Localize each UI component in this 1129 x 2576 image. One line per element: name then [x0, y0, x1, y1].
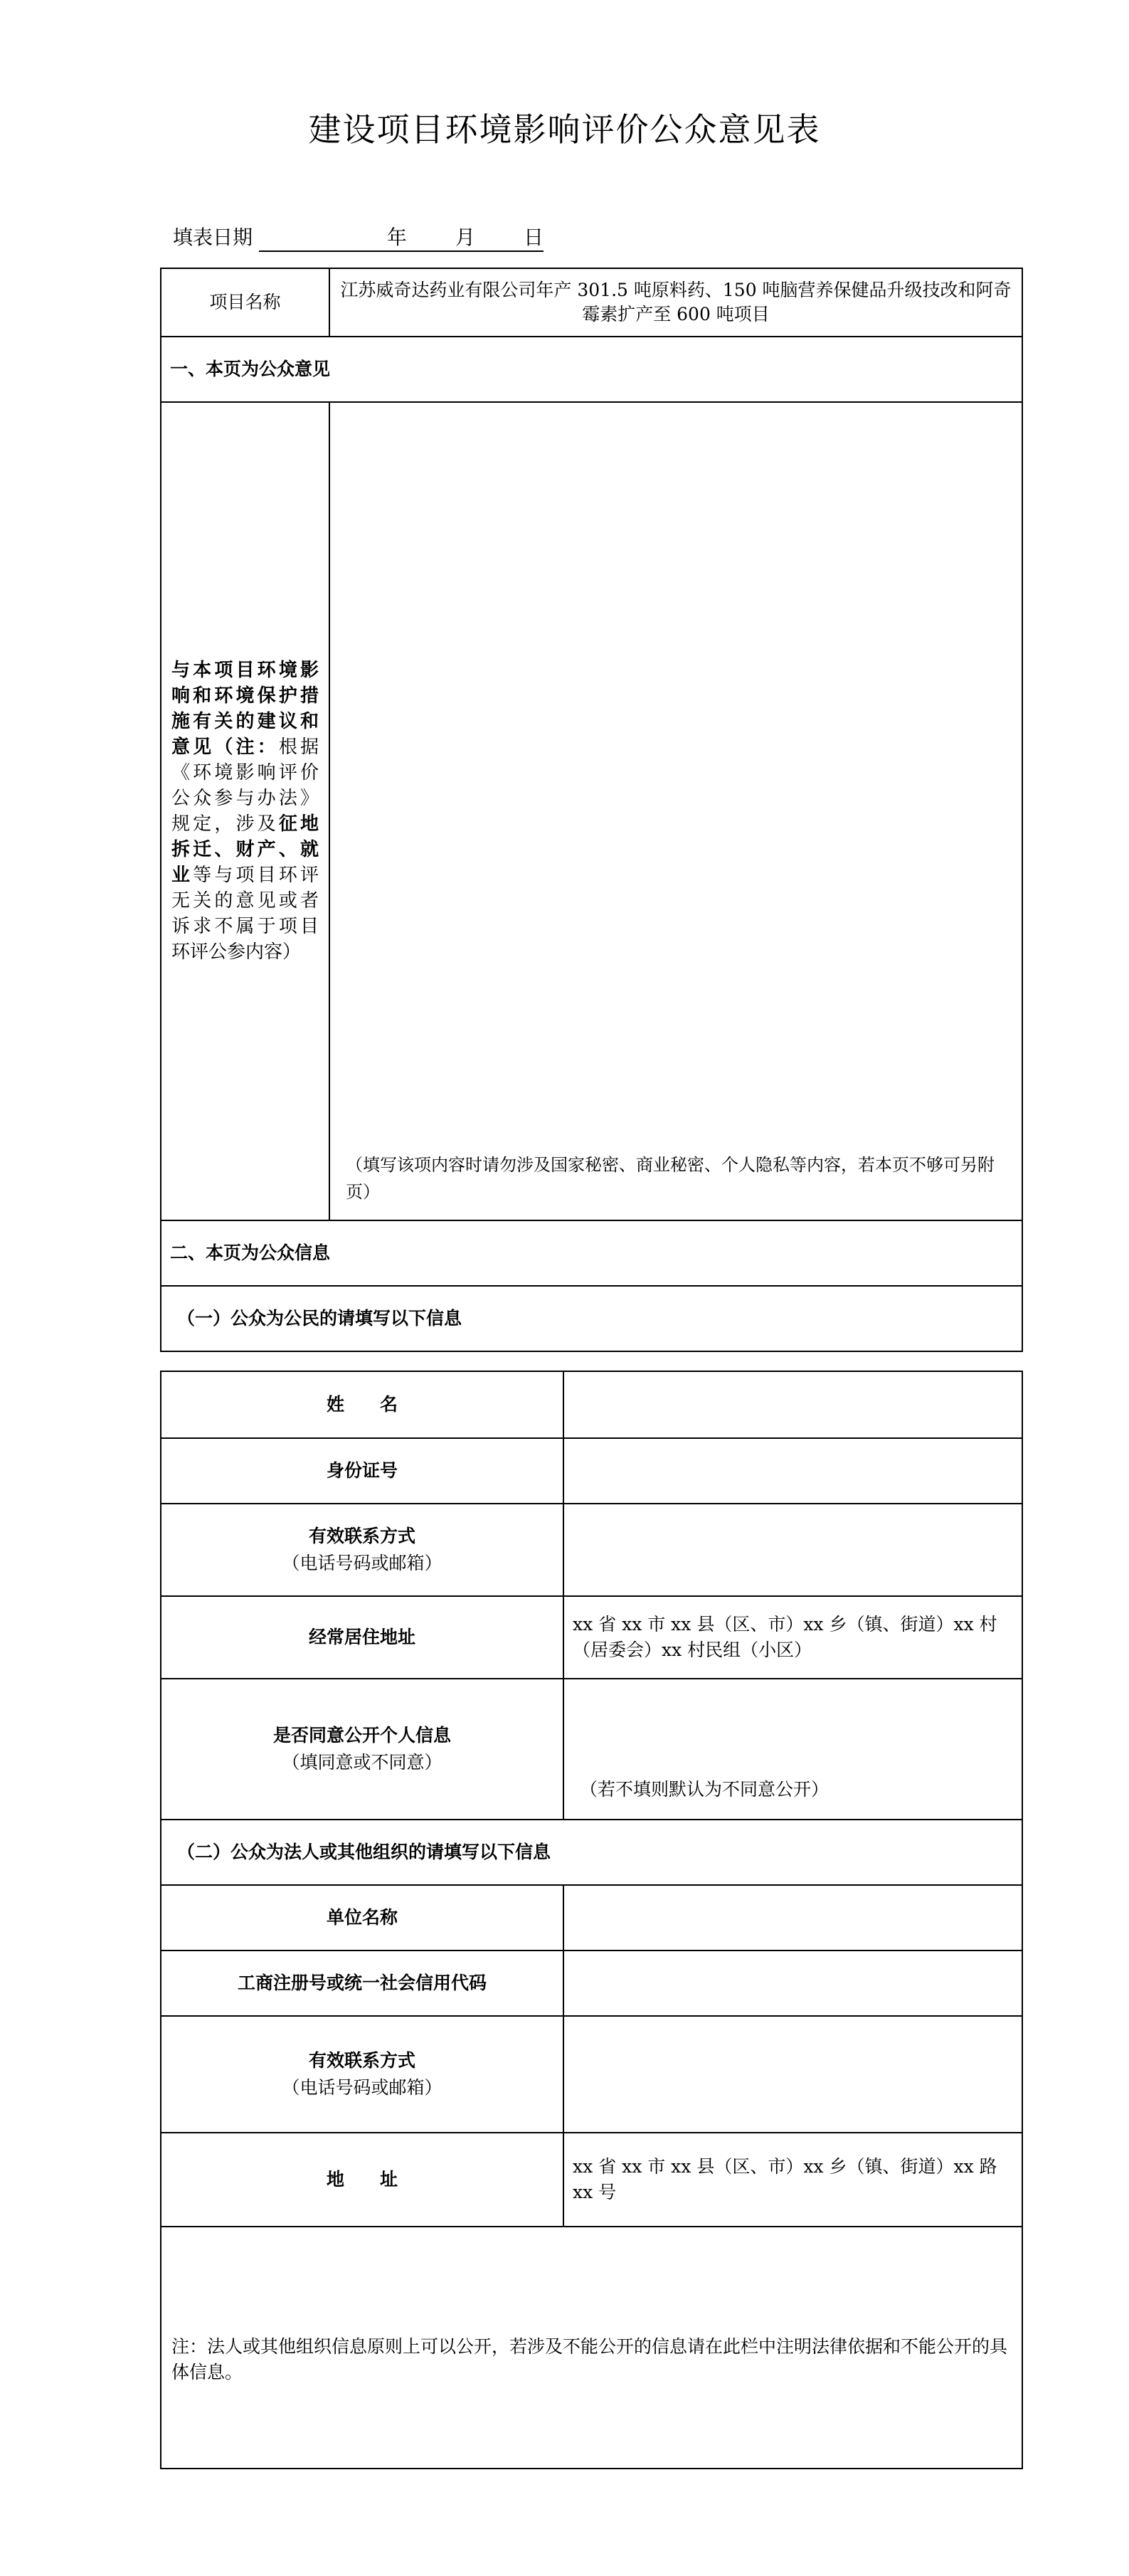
- org-heading: （二）公众为法人或其他组织的请填写以下信息: [161, 1820, 1022, 1885]
- org-address-label: 地 址: [161, 2133, 563, 2227]
- citizen-heading: （一）公众为公民的请填写以下信息: [161, 1286, 1022, 1351]
- fill-date-month[interactable]: [427, 222, 495, 252]
- project-name-label: 项目名称: [161, 268, 329, 337]
- citizen-row: [161, 1679, 1022, 1820]
- org-row: [161, 2016, 1022, 2133]
- project-row: [161, 268, 1022, 337]
- citizen-consent-sub: （填同意或不同意）: [282, 1752, 442, 1773]
- org-contact-title: 有效联系方式: [308, 2050, 415, 2071]
- citizen-id-input[interactable]: [563, 1438, 1022, 1504]
- fill-date-day[interactable]: [495, 222, 544, 252]
- citizen-consent-label: [161, 1679, 563, 1820]
- org-row: [161, 1951, 1022, 2016]
- public-info-table: [160, 1371, 1023, 2469]
- opinion-input-area[interactable]: [329, 402, 1022, 1220]
- citizen-contact-sub: （电话号码或邮箱）: [282, 1553, 442, 1573]
- citizen-address-label: 经常居住地址: [161, 1596, 563, 1679]
- org-contact-sub: （电话号码或邮箱）: [282, 2077, 442, 2098]
- citizen-consent-input[interactable]: [563, 1679, 1022, 1820]
- org-code-input[interactable]: [563, 1951, 1022, 2016]
- opinion-side-text1: 根据《环境影响评价公众参与办法》规定，涉及: [171, 737, 319, 835]
- citizen-row: [161, 1438, 1022, 1504]
- opinion-side-bold2: 征地拆迁、财产、就业: [171, 813, 319, 886]
- org-name-label: 单位名称: [161, 1885, 563, 1951]
- month-label: 月: [455, 226, 475, 249]
- org-code-label: 工商注册号或统一社会信用代码: [161, 1951, 563, 2016]
- citizen-contact-title: 有效联系方式: [308, 1526, 415, 1546]
- section1-heading: 一、本页为公众意见: [161, 337, 1022, 402]
- citizen-address-input[interactable]: xx 省 xx 市 xx 县（区、市）xx 乡（镇、街道）xx 村（居委会）xx 村民组（小区）: [563, 1596, 1022, 1679]
- org-contact-label: [161, 2016, 563, 2133]
- org-note: 注：法人或其他组织信息原则上可以公开，若涉及不能公开的信息请在此栏中注明法律依据和不能公开的具体信息。: [171, 2336, 1008, 2382]
- fill-date-line: [173, 222, 544, 252]
- org-note-cell[interactable]: [161, 2227, 1022, 2469]
- project-name-value: 江苏威奇达药业有限公司年产 301.5 吨原料药、150 吨脑营养保健品升级技改和阿奇霉素扩产至 600 吨项目: [329, 268, 1022, 337]
- opinion-table: [160, 268, 1023, 1352]
- org-address-input[interactable]: xx 省 xx 市 xx 县（区、市）xx 乡（镇、街道）xx 路 xx 号: [563, 2133, 1022, 2227]
- citizen-consent-hint: （若不填则默认为不同意公开）: [580, 1779, 829, 1800]
- opinion-side-text2: 等与项目环评无关的意见或者诉求不属于项目环评公参内容）: [171, 865, 319, 963]
- page-title: 建设项目环境影响评价公众意见表: [308, 110, 821, 149]
- year-label: 年: [386, 226, 407, 249]
- org-row: [161, 2133, 1022, 2227]
- fill-date-year[interactable]: [259, 222, 427, 252]
- citizen-row: [161, 1596, 1022, 1679]
- citizen-consent-title: 是否同意公开个人信息: [272, 1725, 451, 1746]
- citizen-id-label: 身份证号: [161, 1438, 563, 1504]
- citizen-row: [161, 1371, 1022, 1438]
- org-name-input[interactable]: [563, 1885, 1022, 1951]
- citizen-name-label: 姓 名: [161, 1371, 563, 1438]
- day-label: 日: [523, 226, 544, 249]
- org-contact-input[interactable]: [563, 2016, 1022, 2133]
- opinion-side-bold: 与本项目环境影响和环境保护措施有关的建议和意见（注：: [171, 660, 319, 758]
- citizen-contact-label: [161, 1504, 563, 1596]
- section2-heading: 二、本页为公众信息: [161, 1220, 1022, 1286]
- org-row: [161, 1885, 1022, 1951]
- citizen-row: [161, 1504, 1022, 1596]
- citizen-name-input[interactable]: [563, 1371, 1022, 1438]
- opinion-side-label: [161, 402, 329, 1220]
- opinion-fill-note: （填写该项内容时请勿涉及国家秘密、商业秘密、个人隐私等内容，若本页不够可另附页）: [346, 1155, 995, 1202]
- citizen-contact-input[interactable]: [563, 1504, 1022, 1596]
- fill-date-label: 填表日期: [173, 226, 253, 249]
